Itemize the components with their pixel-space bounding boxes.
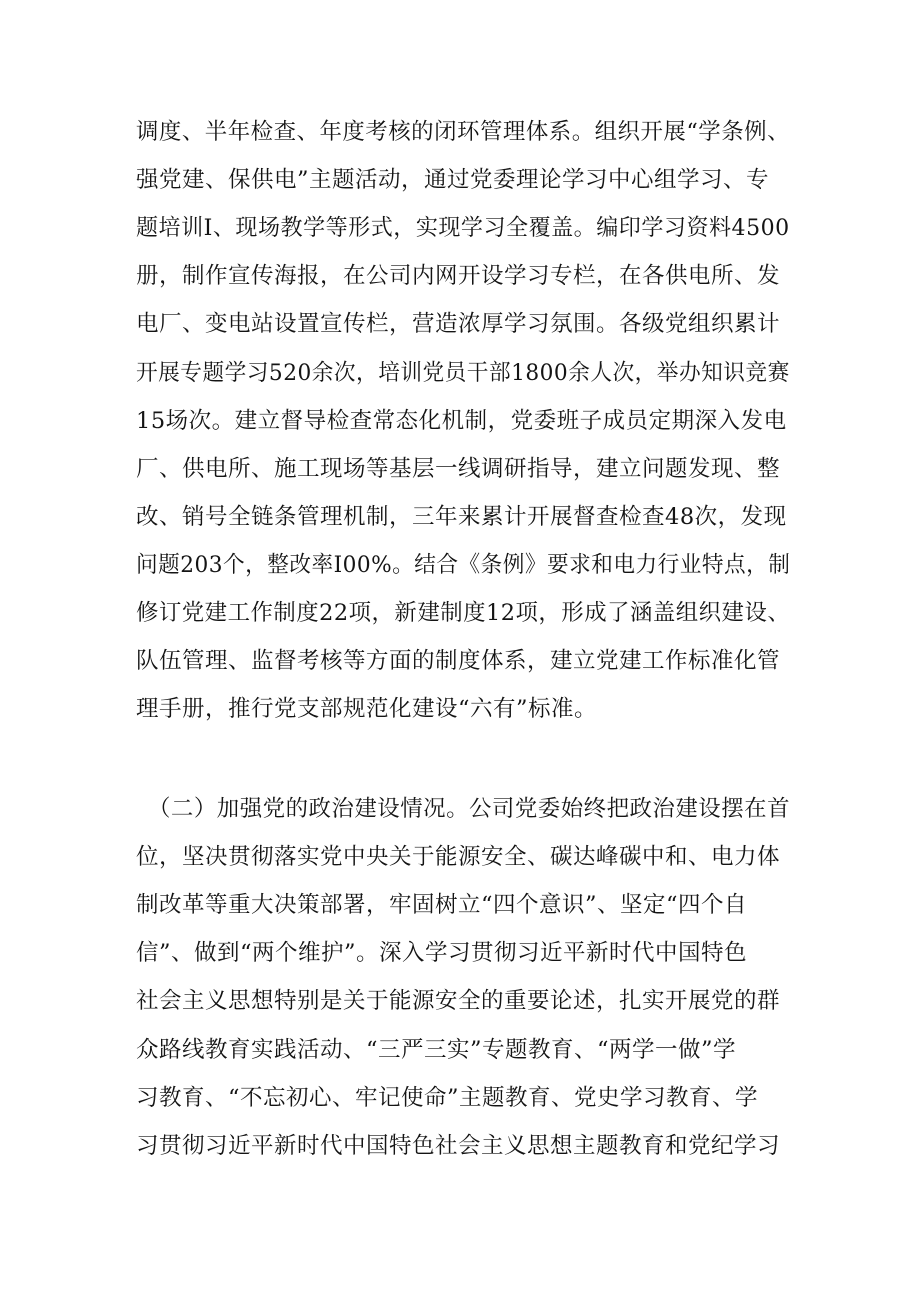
- paragraph-2-line-7: 习教育、“不忘初心、牢记使命”主题教育、党史学习教育、学: [136, 1085, 759, 1111]
- paragraph-1-line-2: 强党建、保供电”主题活动，通过党委理论学习中心组学习、专: [136, 167, 770, 193]
- paragraph-1-line-11: 修订党建工作制度22项，新建制度12项，形成了涵盖组织建设、: [136, 600, 791, 626]
- paragraph-1-line-3: 题培训I、现场教学等形式，实现学习全覆盖。编印学习资料4500: [136, 215, 790, 241]
- paragraph-1-line-13: 理手册，推行党支部规范化建设“六有”标准。: [136, 696, 598, 722]
- paragraph-1-line-7: 15场次。建立督导检查常态化机制，党委班子成员定期深入发电: [136, 408, 787, 434]
- paragraph-2-line-3: 制改革等重大决策部署，牢固树立“四个意识”、坚定“四个自: [136, 892, 748, 918]
- paragraph-2-line-6: 众路线教育实践活动、“三严三实”专题教育、“两学一做”学: [136, 1037, 737, 1063]
- paragraph-2-line-4: 信”、做到“两个维护”。深入学习贯彻习近平新时代中国特色: [136, 940, 748, 966]
- paragraph-1-line-9: 改、销号全链条管理机制，三年来累计开展督查检查48次，发现: [136, 504, 787, 530]
- paragraph-1-line-6: 开展专题学习520余次，培训党员干部1800余人次，举办知识竞赛: [136, 360, 790, 386]
- paragraph-2-line-2: 位，坚决贯彻落实党中央关于能源安全、碳达峰碳中和、电力体: [136, 844, 781, 870]
- paragraph-1-line-5: 电厂、变电站设置宣传栏，营造浓厚学习氛围。各级党组织累计: [136, 311, 781, 337]
- paragraph-1-line-12: 队伍管理、监督考核等方面的制度体系，建立党建工作标准化管: [136, 648, 781, 674]
- paragraph-2-line-1: （二）加强党的政治建设情况。公司党委始终把政治建设摆在首: [148, 796, 791, 822]
- paragraph-1-line-8: 厂、供电所、施工现场等基层一线调研指导，建立问题发现、整: [136, 456, 781, 482]
- paragraph-2-line-5: 社会主义思想特别是关于能源安全的重要论述，扎实开展党的群: [136, 988, 781, 1014]
- paragraph-1-line-4: 册，制作宣传海报，在公司内网开设学习专栏，在各供电所、发: [136, 263, 781, 289]
- paragraph-2-line-8: 习贯彻习近平新时代中国特色社会主义思想主题教育和党纪学习: [136, 1133, 781, 1159]
- paragraph-1-line-1: 调度、半年检查、年度考核的闭环管理体系。组织开展“学条例、: [136, 119, 791, 145]
- paragraph-1-line-10: 问题203个，整改率I00%。结合《条例》要求和电力行业特点，制: [136, 552, 791, 578]
